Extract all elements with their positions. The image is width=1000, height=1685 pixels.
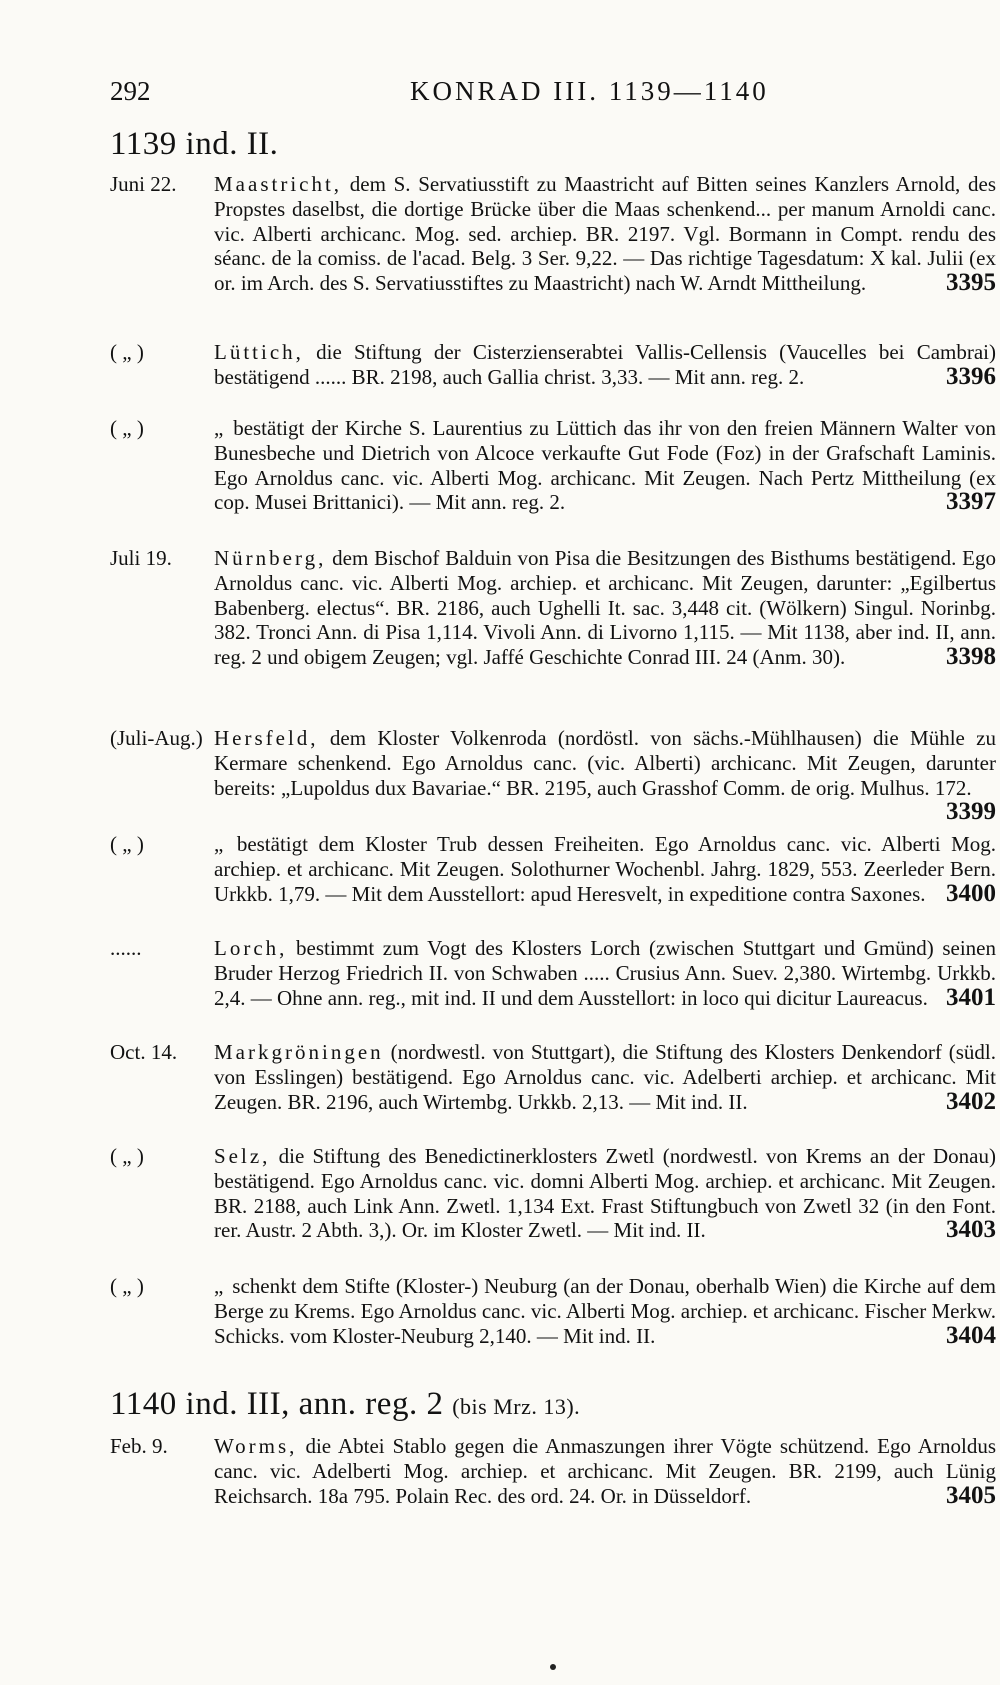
entry-place: Nürnberg,: [214, 546, 327, 570]
regest-number: 3398: [946, 643, 996, 671]
entry-date: Juli 19.: [110, 546, 172, 570]
entry-place: Maastricht,: [214, 172, 343, 196]
regest-entry: [110, 832, 996, 906]
regest-entry: [110, 546, 996, 670]
regest-number: 3401: [946, 983, 996, 1011]
page-header: [110, 76, 990, 112]
regest-entry: [110, 1144, 996, 1243]
page-speck: [550, 1664, 556, 1670]
entry-text: dem S. Servatiusstift zu Maastricht auf Bitten seines Kanzlers Arnold, des Propstes daselbst, die dortige Brücke über die Maas schenkend... per manum Arnoldi canc. vic. Alberti archicanc. Mog. sed. archiep. BR. 2197. Vgl. Bormann in Compt. rendu des séanc. de la comiss. de l'acad. Belg. 3 Ser. 9,22. — Das richtige Tagesdatum: X kal. Julii (ex or. im Arch. des S. Servatiusstiftes zu Maastricht) nach W. Arndt Mittheilung.: [214, 172, 996, 296]
entry-text: schenkt dem Stifte (Kloster-) Neuburg (an der Donau, oberhalb Wien) die Kirche auf dem Berge zu Krems. Ego Arnoldus canc. vic. Alberti Mog. archiep. et archicanc. Fischer Merkw. Schicks. vom Kloster-Neuburg 2,140. — Mit ind. II.: [214, 1274, 997, 1348]
regest-number: 3395: [946, 269, 996, 297]
entry-date: (Juli-Aug.): [110, 726, 203, 750]
year-heading-title: 1139 ind. II.: [110, 126, 279, 162]
entry-date: Feb. 9.: [110, 1434, 168, 1458]
running-title: KONRAD III. 1139—1140: [410, 76, 769, 106]
entry-text: die Abtei Stablo gegen die Anmaszungen ihrer Vögte schützend. Ego Arnoldus canc. vic. Adelberti Mog. archiep. et archicanc. Mit Zeugen. BR. 2199, auch Lünig Reichsarch. 18a 795. Polain Rec. des ord. 24. Or. in Düsseldorf.: [214, 1434, 997, 1508]
entry-place: Markgröningen: [214, 1040, 384, 1064]
page-number: 292: [110, 76, 151, 106]
entry-text: (nordwestl. von Stuttgart), die Stiftung des Klosters Denkendorf (südl. von Esslingen) bestätigend. Ego Arnoldus canc. vic. Adelberti archiep. et archicanc. Mit Zeugen. BR. 2196, auch Wirtembg. Urkkb. 2,13. — Mit ind. II.: [214, 1040, 997, 1114]
entry-date: ( „ ): [110, 340, 144, 364]
entry-date: ( „ ): [110, 1274, 144, 1298]
regest-entry: [110, 416, 996, 515]
regest-number: 3405: [946, 1481, 996, 1509]
regest-entry: [110, 340, 996, 390]
entry-place: Lüttich,: [214, 340, 304, 364]
entry-text: bestimmt zum Vogt des Klosters Lorch (zwischen Stuttgart und Gmünd) seinen Bruder Herzog Friedrich II. von Schwaben ..... Crusius Ann. Suev. 2,380. Wirtembg. Urkkb. 2,4. — Ohne ann. reg., mit ind. II und dem Ausstellort: in loco qui dicitur Laureacus.: [214, 936, 997, 1010]
entry-place: „: [214, 416, 227, 440]
regest-number: 3402: [946, 1087, 996, 1115]
year-heading-title: 1140 ind. III, ann. reg. 2: [110, 1386, 444, 1422]
entry-date: ( „ ): [110, 1144, 144, 1168]
entry-text: bestätigt dem Kloster Trub dessen Freiheiten. Ego Arnoldus canc. vic. Alberti Mog. archiep. et archicanc. Mit Zeugen. Solothurner Wochenbl. Jahrg. 1829, 553. Zeerleder Bern. Urkkb. 1,79. — Mit dem Ausstellort: apud Heresvelt, in expeditione contra Saxones.: [214, 832, 997, 906]
entry-date: Juni 22.: [110, 172, 177, 196]
regest-entry: [110, 1040, 996, 1114]
entry-text: dem Bischof Balduin von Pisa die Besitzungen des Bisthums bestätigend. Ego Arnoldus canc. vic. Alberti Mog. archiep. et archicanc. Mit Zeugen, darunter: „Egilbertus Babenberg. electus“. BR. 2186, auch Ughelli It. sac. 3,448 cit. (Wölkern) Singul. Norinbg. 382. Tronci Ann. di Pisa 1,114. Vivoli Ann. di Livorno 1,115. — Mit 1138, aber ind. II, ann. reg. 2 und obigem Zeugen; vgl. Jaffé Geschichte Conrad III. 24 (Anm. 30).: [214, 546, 996, 670]
regest-entry: [110, 1434, 996, 1508]
year-heading-note: (bis Mrz. 13).: [452, 1394, 581, 1419]
regest-number: 3403: [946, 1216, 996, 1244]
entry-text: bestätigt der Kirche S. Laurentius zu Lüttich das ihr von den freien Männern Walter von Bunesbeche und Dietrich von Alcoce verkaufte Gut Fode (Foz) in der Grafschaft Laminis. Ego Arnoldus canc. vic. Alberti Mog. archicanc. Mit Zeugen. Nach Pertz Mittheilung (ex cop. Musei Brittanici). — Mit ann. reg. 2.: [214, 416, 996, 515]
entry-place: Lorch,: [214, 936, 288, 960]
entry-place: „: [214, 832, 227, 856]
regest-number: 3404: [946, 1321, 996, 1349]
entry-date: Oct. 14.: [110, 1040, 178, 1064]
entry-date: ( „ ): [110, 416, 144, 440]
entry-text: die Stiftung des Benedictinerklosters Zwetl (nordwestl. von Krems an der Donau) bestätigend. Ego Arnoldus canc. vic. domni Alberti Mog. archiep. et archicanc. Mit Zeugen. BR. 2188, auch Link Ann. Zwetl. 1,134 Ext. Frast Stiftungbuch von Zwetl 32 (in den Font. rer. Austr. 2 Abth. 3,). Or. im Kloster Zwetl. — Mit ind. II.: [214, 1144, 996, 1243]
regest-number: 3396: [946, 362, 996, 390]
entry-text: dem Kloster Volkenroda (nordöstl. von sächs.-Mühlhausen) die Mühle zu Kermare schenkend. Ego Arnoldus canc. (vic. Alberti) archicanc. Mit Zeugen, darunter bereits: „Lupoldus dux Bavariae.“ BR. 2195, auch Grasshof Comm. de orig. Mulhus. 172.: [214, 726, 997, 800]
year-heading-1139: [110, 126, 278, 163]
year-heading-1140: [110, 1386, 580, 1423]
regest-number: 3397: [946, 488, 996, 516]
entry-place: Hersfeld,: [214, 726, 319, 750]
regest-entry: [110, 726, 996, 825]
regest-entry: [110, 1274, 996, 1348]
regest-number: 3400: [946, 879, 996, 907]
regest-number: 3399: [946, 798, 996, 826]
regest-entry: [110, 936, 996, 1010]
regest-entry: [110, 172, 996, 296]
entry-date: ......: [110, 936, 142, 960]
entry-place: Worms,: [214, 1434, 298, 1458]
entry-date: ( „ ): [110, 832, 144, 856]
entry-text: die Stiftung der Cisterzienserabtei Vallis-Cellensis (Vaucelles bei Cambrai) bestätigend ...... BR. 2198, auch Gallia christ. 3,33. — Mit ann. reg. 2.: [214, 340, 996, 389]
entry-place: Selz,: [214, 1144, 271, 1168]
entry-place: „: [214, 1274, 227, 1298]
